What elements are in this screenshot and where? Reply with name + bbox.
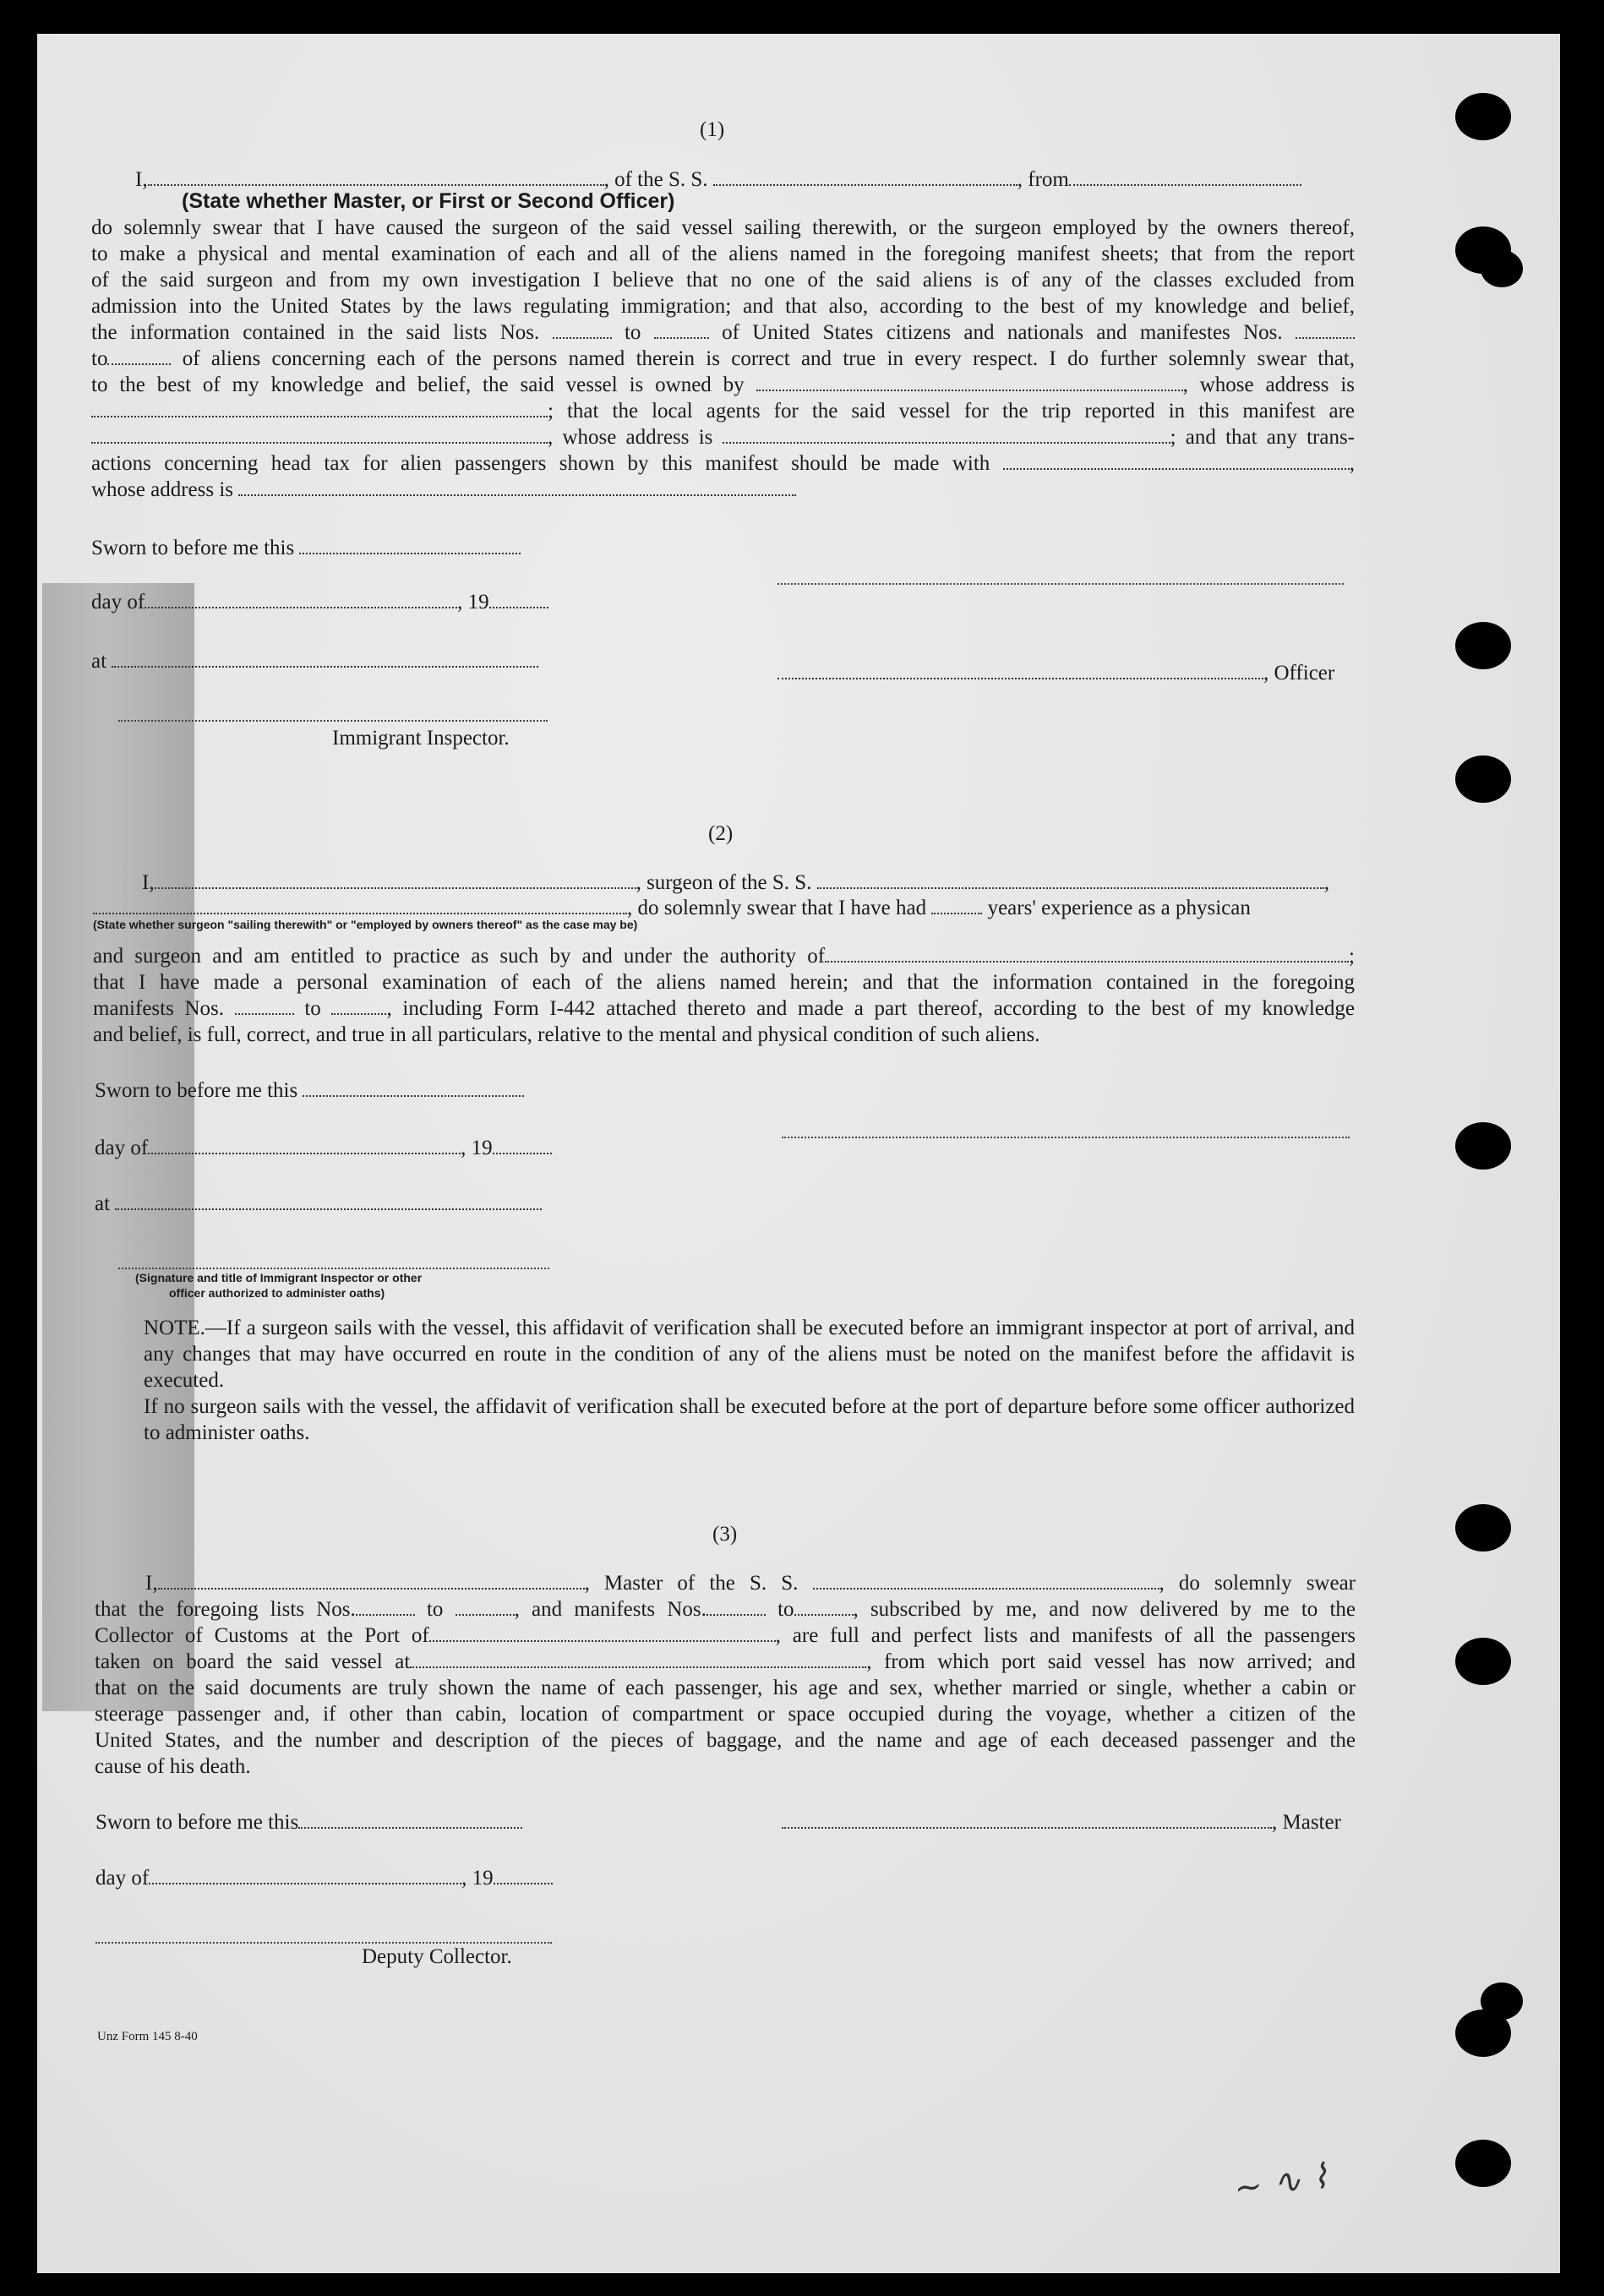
punch-hole — [1455, 93, 1511, 140]
s2-at-field[interactable] — [115, 1192, 542, 1210]
s3-year-field[interactable] — [494, 1866, 553, 1884]
surgeon-type-field[interactable] — [93, 896, 627, 914]
s2-manifests-to-field[interactable] — [331, 996, 386, 1015]
section-3-body — [95, 1570, 1356, 1780]
s3-text-line: cause of his death. — [95, 1755, 251, 1778]
form-id: Unz Form 145 8-40 — [97, 2030, 198, 2043]
s1-text-line: to of aliens concerning each of the persons named therein is correct and true in every respect. I do further solemnly swear that, — [91, 347, 1355, 370]
section-2-note — [93, 1315, 1355, 1446]
punch-hole — [1481, 250, 1523, 287]
s3-manifests-to-field[interactable] — [794, 1597, 854, 1616]
s2-sig-note1: (Signature and title of Immigrant Inspector or other — [135, 1271, 423, 1284]
name-field[interactable] — [148, 167, 604, 186]
owner-field[interactable] — [756, 373, 1183, 391]
s3-text-line: that on the said documents are truly shown the name of each passenger, his age and sex, whether married or single, whether a cabin or — [95, 1677, 1356, 1699]
note-paragraph-1: NOTE.—If a surgeon sails with the vessel, this affidavit of verification shall be executed before an immigrant inspector at port of arrival, and any changes that may have occurred en route in the condition of any of the aliens must be noted on the manifest before the affidavit is executed. — [144, 1317, 1355, 1392]
s1-text-line: admission into the United States by the laws regulating immigration; and that also, according to the best of my knowledge and belief, — [91, 295, 1355, 318]
punch-hole — [1455, 2140, 1511, 2187]
s2-surgeon-note: (State whether surgeon "sailing therewith" or "employed by owners thereof" as the case may be) — [93, 918, 638, 931]
s2-text-line: that I have made a personal examination of each of the aliens named herein; and that the information contained in the foregoing — [93, 971, 1355, 994]
s1-day-of: day of , 19 — [91, 590, 548, 614]
section-2-heading: (2) — [708, 822, 734, 845]
s3-text-line: United States, and the number and description of the pieces of baggage, and the name and age of each deceased passenger and the — [95, 1729, 1356, 1752]
s2-text-line: manifests Nos. to , including Form I-442 attached thereto and made a part thereof, according to the best of my knowledge — [93, 997, 1355, 1020]
punch-hole — [1455, 1638, 1511, 1685]
s1-officer-note: (State whether Master, or First or Second Officer) — [182, 189, 675, 213]
s2-day-field[interactable] — [148, 1136, 461, 1154]
s2-inspector-line[interactable] — [118, 1266, 549, 1269]
punch-hole — [1481, 1982, 1523, 2020]
s2-text-line: and surgeon and am entitled to practice as such by and under the authority of ; — [93, 945, 1355, 968]
s3-deputy: Deputy Collector. — [362, 1945, 512, 1968]
master-signature-field[interactable] — [782, 1810, 1272, 1829]
s2-day-of: day of , 19 — [95, 1136, 552, 1160]
owner-address-field[interactable] — [91, 399, 548, 417]
day-field[interactable] — [145, 590, 457, 608]
agents-address-field[interactable] — [723, 425, 1170, 444]
at-field[interactable] — [112, 649, 538, 668]
deputy-line[interactable] — [95, 1940, 552, 1944]
s3-master: , Master — [782, 1810, 1341, 1835]
manifests-to-field[interactable] — [107, 346, 171, 365]
sworn-date-field[interactable] — [299, 536, 521, 554]
taken-on-field[interactable] — [410, 1650, 866, 1668]
s1-inspector: Immigrant Inspector. — [332, 727, 510, 750]
agents-field[interactable] — [91, 425, 548, 444]
s3-lists-to-field[interactable] — [456, 1597, 515, 1616]
s1-sworn: Sworn to before me this — [91, 536, 521, 560]
s1-text-line: to make a physical and mental examination of each and all of the aliens named in the foregoing manifest sheets; that from the report — [91, 243, 1355, 265]
officer-signature-field[interactable] — [777, 661, 1263, 679]
s3-day-of: day of , 19 — [95, 1866, 553, 1890]
head-tax-field[interactable] — [1003, 451, 1350, 470]
s2-vessel-field[interactable] — [817, 870, 1324, 889]
s2-signature-line[interactable] — [782, 1135, 1350, 1138]
s1-text-line: ; that the local agents for the said vessel for the trip reported in this manifest are — [91, 398, 1355, 424]
s2-sworn: Sworn to before me this — [95, 1078, 524, 1103]
port-field[interactable] — [429, 1623, 776, 1642]
s3-sworn-date-field[interactable] — [298, 1810, 522, 1829]
s3-text-line: that the foregoing lists Nos. to , and manifests Nos. to , subscribed by me, and now delivered by me to the — [95, 1598, 1356, 1621]
s1-text-line: , whose address is ; and that any trans- — [91, 424, 1355, 450]
authority-field[interactable] — [825, 944, 1349, 963]
from-field[interactable] — [1069, 167, 1301, 186]
lists-to-field[interactable] — [654, 320, 709, 339]
s1-line1: I, , of the S. S. , from — [135, 167, 1301, 192]
signature-line[interactable] — [777, 581, 1344, 585]
punch-hole — [1455, 1122, 1511, 1170]
s2-sig-note2: officer authorized to administer oaths) — [169, 1286, 385, 1300]
s3-vessel-field[interactable] — [813, 1571, 1159, 1590]
section-2-body — [93, 943, 1355, 1048]
head-tax-address-field[interactable] — [238, 477, 796, 496]
inspector-line[interactable] — [118, 718, 548, 722]
s2-manifests-from-field[interactable] — [235, 996, 294, 1015]
s1-text-line: the information contained in the said lists Nos. to of United States citizens and nationals and manifestes Nos. — [91, 319, 1355, 346]
lists-from-field[interactable] — [553, 320, 612, 339]
s2-at: at — [95, 1192, 542, 1216]
section-3-heading: (3) — [712, 1523, 738, 1546]
handwritten-mark: ~ ∿ ⌇ — [1231, 2157, 1331, 2209]
s1-text-line: whose address is — [91, 477, 1355, 503]
vessel-field[interactable] — [713, 167, 1018, 186]
s3-master-name-field[interactable] — [158, 1571, 585, 1590]
s3-sworn: Sworn to before me this — [95, 1810, 522, 1835]
punch-hole — [1455, 755, 1511, 803]
punch-hole — [1455, 1504, 1511, 1552]
s1-text-line: actions concerning head tax for alien passengers shown by this manifest should be made with , — [91, 452, 1355, 475]
s2-line1: I, , surgeon of the S. S. , — [142, 871, 1329, 894]
s2-line2: , do solemnly swear that I have had years' experience as a physican — [93, 896, 1251, 920]
year-field[interactable] — [489, 590, 548, 608]
note-paragraph-2: If no surgeon sails with the vessel, the affidavit of verification shall be executed before at the port of departure before some officer authorized to administer oaths. — [144, 1395, 1355, 1444]
s2-year-field[interactable] — [493, 1136, 552, 1154]
s1-text-line: do solemnly swear that I have caused the surgeon of the said vessel sailing therewith, or the surgeon employed by the owners thereof, — [91, 216, 1355, 239]
s3-lists-from-field[interactable] — [356, 1597, 415, 1616]
s1-text-line: of the said surgeon and from my own investigation I believe that no one of the said aliens is of any of the classes excluded from — [91, 269, 1355, 292]
s1-text-line: to the best of my knowledge and belief, the said vessel is owned by , whose address is — [91, 374, 1355, 396]
s3-manifests-from-field[interactable] — [707, 1597, 766, 1616]
s3-text-line: Collector of Customs at the Port of , are full and perfect lists and manifests of all the passengers — [95, 1624, 1356, 1647]
surgeon-name-field[interactable] — [155, 870, 636, 889]
punch-hole — [1455, 622, 1511, 669]
section-1-heading: (1) — [700, 118, 725, 141]
s3-text-line: steerage passenger and, if other than cabin, location of compartment or space occupied during the voyage, whether a citizen of the — [95, 1703, 1356, 1726]
years-field[interactable] — [931, 896, 982, 914]
section-1-body — [91, 215, 1355, 503]
s2-text-line: and belief, is full, correct, and true in all particulars, relative to the mental and physical condition of such aliens. — [93, 1023, 1040, 1046]
s2-sworn-date-field[interactable] — [303, 1078, 524, 1097]
manifests-from-field[interactable] — [1296, 320, 1355, 339]
s3-day-field[interactable] — [149, 1866, 461, 1884]
s3-text-line: I, , Master of the S. S. , do solemnly swear — [145, 1572, 1356, 1595]
s1-at: at — [91, 649, 538, 674]
s1-officer: , Officer — [777, 661, 1334, 685]
s3-text-line: taken on board the said vessel at , from which port said vessel has now arrived; and — [95, 1650, 1356, 1673]
